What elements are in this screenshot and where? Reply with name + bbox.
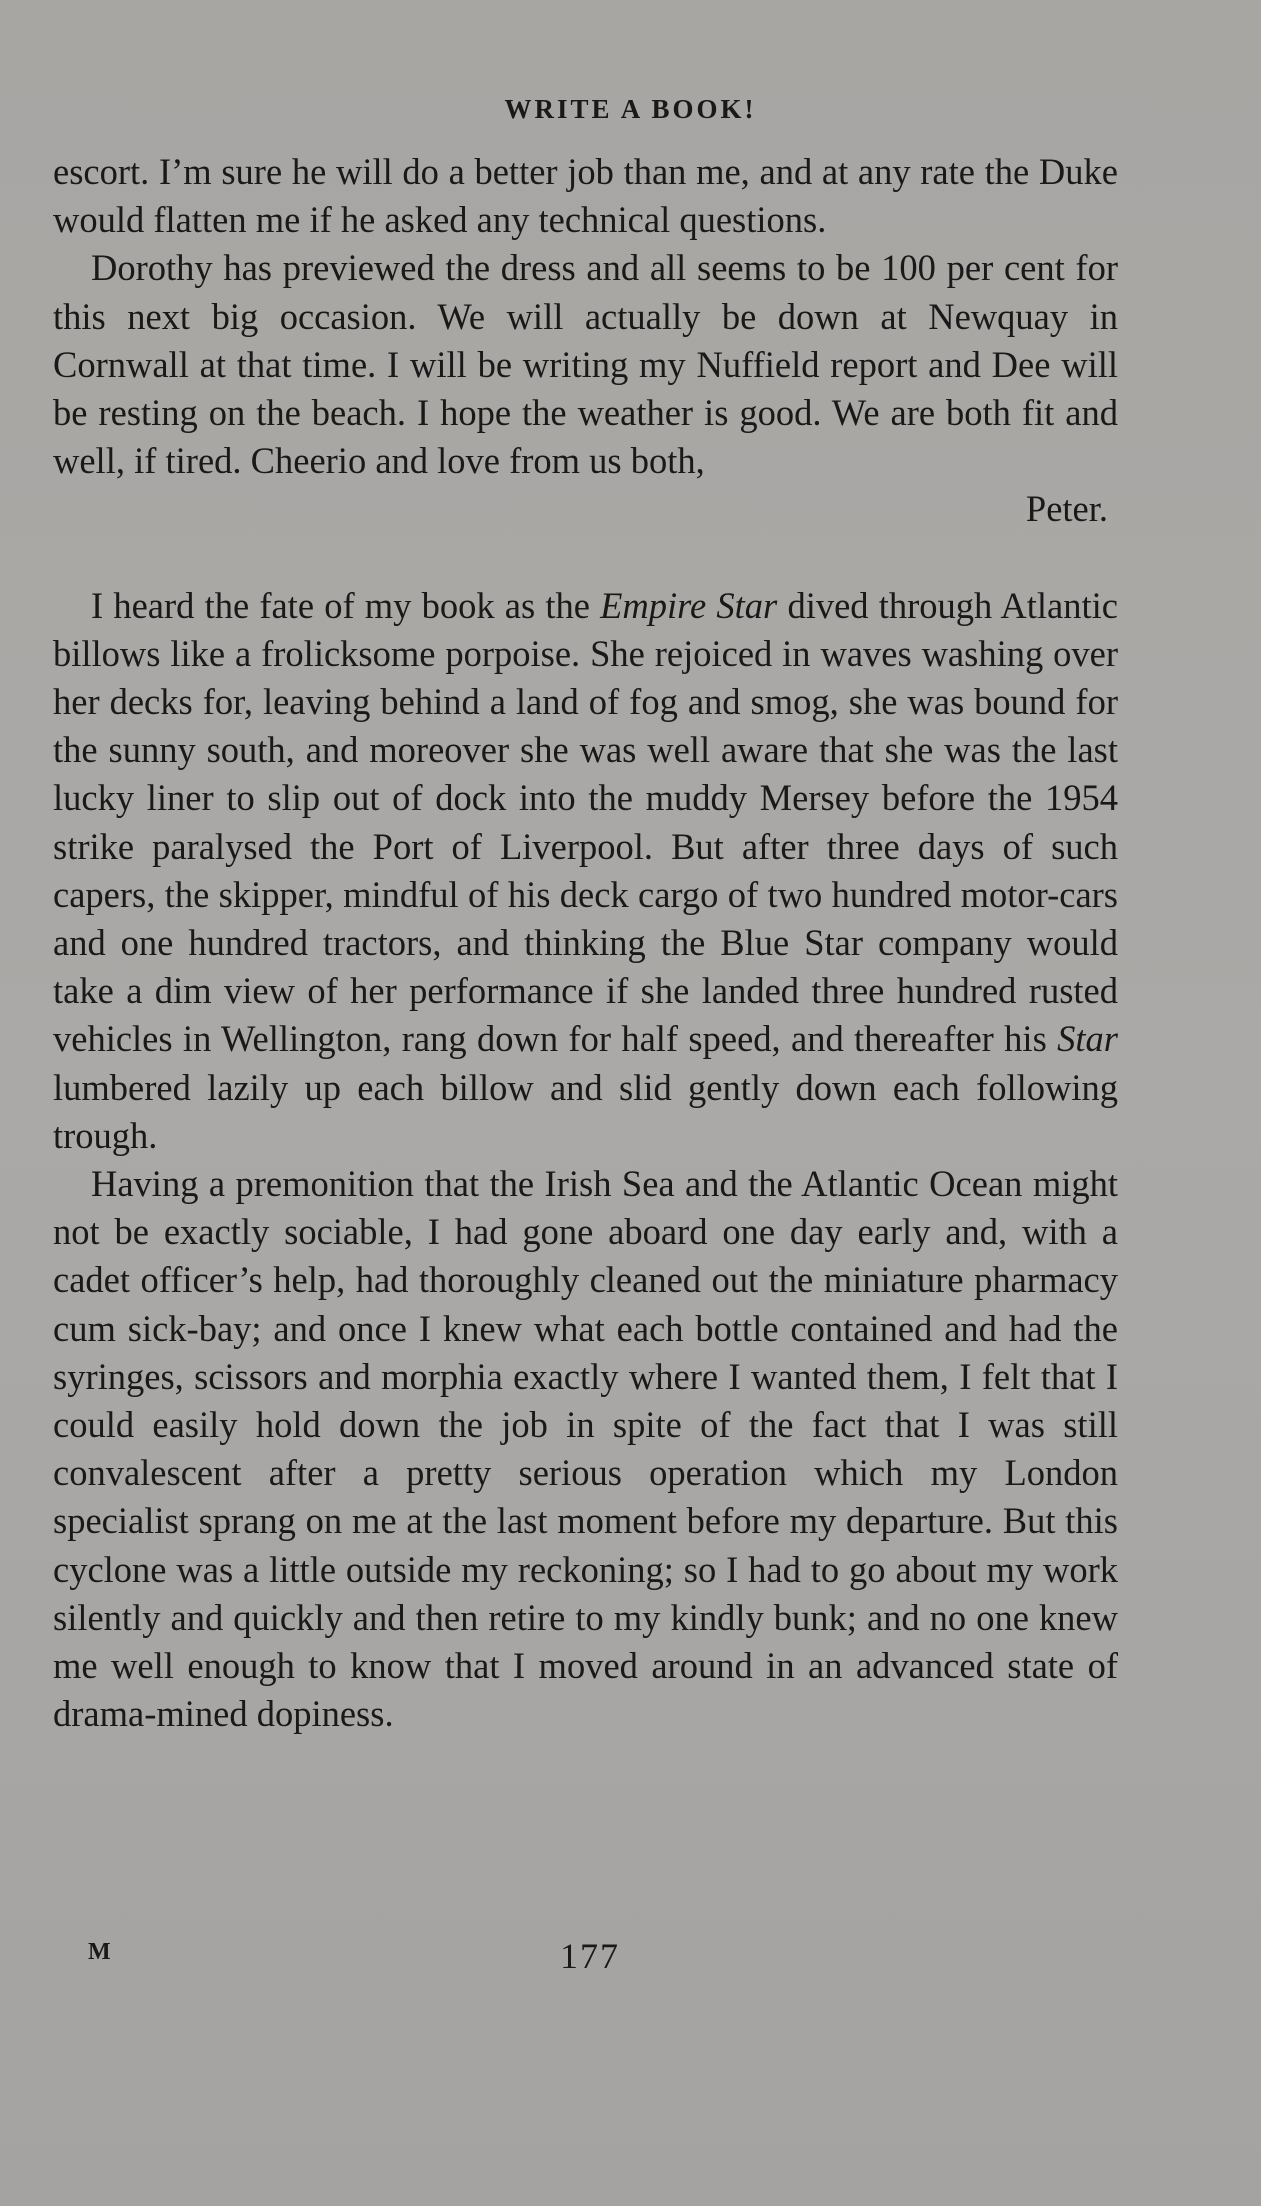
narrative-paragraph-1 <box>53 582 1118 1160</box>
letter-signature: Peter. <box>1025 488 1108 530</box>
paragraph1-part3: lumbered lazily up each billow and slid gently down each following trough. <box>53 1066 1118 1156</box>
letter-paragraph: Dorothy has previewed the dress and all seems to be 100 per cent for this next big occasion. We will actually be down at Newquay in Cornwall at that time. I will be writing my Nuffield report and Dee will be resting on the beach. I hope the weather is good. We are both fit and well, if tired. Cheerio and love from us both, <box>53 247 1118 482</box>
paragraph1-part1: I heard the fate of my book as the <box>91 584 601 626</box>
narrative-paragraph-2: Having a premonition that the Irish Sea and the Atlantic Ocean might not be exactly sociable, I had gone aboard one day early and, with a cadet officer’s help, had thoroughly cleaned out the miniature pharmacy cum sick-bay; and once I knew what each bottle contained and had the syringes, scissors and morphia exactly where I wanted them, I felt that I could easily hold down the job in spite of the fact that I was still convalescent after a pretty serious operation which my London specialist sprang on me at the last moment before my departure. But this cyclone was a little outside my reckoning; so I had to go about my work silently and quickly and then retire to my kindly bunk; and no one knew me well enough to know that I moved around in an advanced state of drama-mined dopiness. <box>53 1163 1118 1735</box>
page-number: 177 <box>560 1936 620 1976</box>
printer-signature-mark: M <box>88 1939 112 1965</box>
running-head-text: WRITE A BOOK! <box>504 94 757 124</box>
ship-name: Empire Star <box>600 584 778 626</box>
section-break <box>53 534 1118 582</box>
letter-continuation: escort. I’m sure he will do a better job than me, and at any rate the Duke would flatten me if he asked any technical questions. <box>53 151 1118 241</box>
ship-short-name: Star <box>1057 1018 1118 1060</box>
running-head <box>0 93 1261 126</box>
paragraph1-part2: dived through Atlantic billows like a frolicksome porpoise. She rejoiced in waves washing over her decks for, leaving behind a land of fog and smog, she was bound for the sunny south, and moreover she was well aware that she was the last lucky liner to slip out of dock into the muddy Mersey before the 1954 strike paralysed the Port of Liverpool. But after three days of such capers, the skipper, mindful of his deck cargo of two hundred motor-cars and one hundred tractors, and thinking the Blue Star company would take a dim view of her performance if she landed three hundred rusted vehicles in Wellington, rang down for half speed, and thereafter his <box>53 584 1118 1060</box>
body-text <box>53 148 1118 1739</box>
